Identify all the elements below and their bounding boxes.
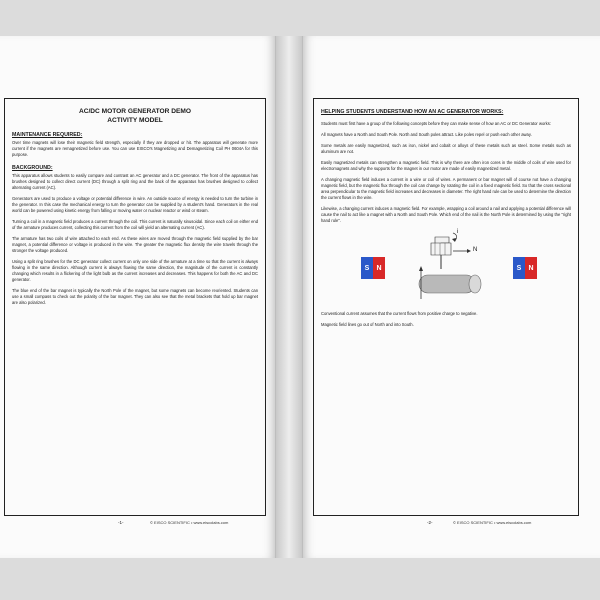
hand-and-wire-icon (401, 229, 511, 305)
right-page (302, 36, 600, 558)
magnet-south-pole: S (361, 257, 373, 279)
book-gutter (276, 36, 302, 558)
north-label: N (473, 247, 478, 253)
magnet-south-pole: S (513, 257, 525, 279)
background-paragraph-6: The blue end of the bar magnet is typically the North Pole of the magnet, but some magnets can become reoriented. Students can use a small compass to check out the polarity of the bar magnet. They can also see that the metal brackets that hold up bar magnet are also polarized. (12, 288, 258, 305)
right-page-frame (313, 98, 579, 516)
footer-right: © EISCO SCIENTIFIC • www.eiscolabs.com (453, 520, 532, 525)
book-spread (0, 36, 600, 558)
background-paragraph-4: The armature has two coils of wire attached to each end. As these wires are moved through the magnetic field supplied by the bar magnet, a potential difference or voltage is produced in the wire. The greater the magnetic flux density the wire travels through the stronger the voltage produced. (12, 236, 258, 253)
diagram-caption: Conventional current assumes that the current flows from positive charge to negative. (321, 311, 478, 316)
magnet-north-pole: N (525, 257, 537, 279)
maintenance-heading: MAINTENANCE REQUIRED: (12, 132, 83, 138)
concept-paragraph-5: A changing magnetic field induces a current in a wire or coil of wires. A permanent or bar magnet will of course not have a changing magnetic field, but the magnetic flux through the coil can change by rotating the coil in a fixed magnetic field. So that the cross sectional area perpendicular to the magnetic field increases and decreases in diameter. The right hand rule can be used to determine the direction the current flows in the wire. (321, 177, 571, 200)
footer-left: © EISCO SCIENTIFIC • www.eiscolabs.com (150, 520, 229, 525)
right-hand-rule-diagram (321, 229, 571, 305)
concept-paragraph-1: Students must first have a group of the following concepts before they can make sense of how an AC or DC Generator works: (321, 121, 551, 126)
title-line-1: AC/DC MOTOR GENERATOR DEMO (78, 108, 192, 115)
left-page-frame (4, 98, 266, 516)
bar-magnet-right (513, 257, 537, 279)
title-line-2: ACTIVITY MODEL (107, 116, 163, 124)
current-label: i (457, 229, 459, 235)
background-paragraph-2: Generators are used to produce a voltage or potential difference in wire. An outside source of energy is needed to turn the turbine in the generator. In this case the mechanical energy to turn the generator can be supplied by a student's hand. Generators in the real world can be powered using kinetic energy from falling or moving water or nuclear reactor or wind or steam. (12, 196, 258, 213)
background-paragraph-1: This apparatus allows students to easily compare and contrast an AC generator and a DC generator. The front of the apparatus has brushes designed to collect direct current (DC) through a split ring and the back of the apparatus has brushes designed to collect alternating current (AC). (12, 173, 258, 190)
background-paragraph-3: Turning a coil in a magnetic field produces a current through the coil. This current is naturally sinusoidal. Since each coil on either end of the armature produces current, collecting this current from the coil will yield an alternating current (AC). (12, 219, 258, 230)
background-heading: BACKGROUND: (12, 165, 53, 171)
concept-paragraph-3: Some metals are easily magnetized, such as iron, nickel and cobalt or alloys of these metals such as steel. Some metals such as aluminum are not. (321, 143, 571, 154)
page-number-left: -1- (118, 520, 124, 525)
left-page (0, 36, 276, 558)
page-number-right: -2- (427, 520, 433, 525)
concept-paragraph-2: All magnets have a North and South Pole. North and South poles attract. Like poles repel or push each other away. (321, 132, 532, 137)
magnet-north-pole: N (373, 257, 385, 279)
bar-magnet-left (361, 257, 385, 279)
maintenance-text: Over time magnets will lose their magnetic field strength, especially if they are dropped or hit. The apparatus will generate more current if the magnets are remagnetized before use. You can use EISCO's Magnetizing and Demagnetizing Coil PH 0604A for this purpose. (12, 140, 258, 157)
concept-paragraph-6: Likewise, a changing current induces a magnetic field. For example, wrapping a coil around a nail and applying a potential difference will cause the nail to act like a magnet with a North and South Pole. Which end of the nail is the North Pole is determined by using the "right hand rule". (321, 206, 571, 223)
page-title (12, 108, 258, 125)
closing-text: Magnetic field lines go out of North and into South. (321, 322, 414, 327)
right-heading: HELPING STUDENTS UNDERSTAND HOW AN AC GENERATOR WORKS: (321, 109, 504, 115)
concept-paragraph-4: Easily magnetized metals can strengthen a magnetic field. This is why there are often iron cores in the middle of coils of wire used for electromagnets and why the supports for the magnet in our motor are made of easily magnetized metal. (321, 160, 571, 171)
background-paragraph-5: Using a split ring brushes for the DC generator collect current on only one side of the armature at a time so that the current is always flowing in the same direction. Although current is always flowing the same direction, the magnitude of the current is constantly changing which results in a flickering of the light bulb as the current increases and decreases. This happens for both the AC and DC generator. (12, 259, 258, 282)
